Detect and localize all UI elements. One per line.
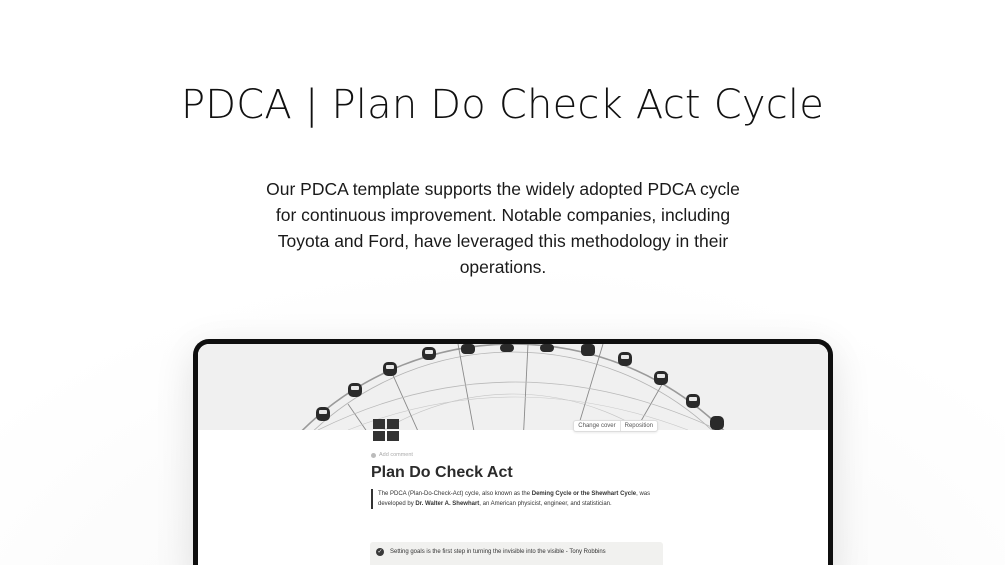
quote-text: , an American physicist, engineer, and statistician.: [479, 501, 612, 507]
document-title[interactable]: Plan Do Check Act: [371, 464, 513, 481]
quote-bold: Dr. Walter A. Shewhart: [415, 501, 480, 507]
reposition-button[interactable]: Reposition: [620, 421, 657, 431]
callout-text: Setting goals is the first step in turning the invisible into the visible - Tony Robbins: [390, 549, 606, 555]
intro-paragraph: Our PDCA template supports the widely adopted PDCA cycle for continuous improvement. Notable companies, including Toyota and Ford, have leveraged this methodology in their operations.: [266, 179, 740, 277]
page-title: PDCA | Plan Do Check Act Cycle: [180, 82, 825, 128]
comment-icon: [371, 453, 376, 458]
quote-bold: Deming Cycle or the Shewhart Cycle: [531, 491, 637, 497]
quote-text: The PDCA (Plan-Do-Check-Act) cycle, also known as the: [378, 491, 532, 497]
add-comment-button[interactable]: [371, 452, 413, 458]
ferris-wheel-illustration: [198, 344, 828, 430]
change-cover-button[interactable]: Change cover: [578, 423, 616, 429]
cover-image: [198, 344, 828, 430]
cover-actions: [573, 420, 658, 432]
device-frame: [193, 339, 833, 565]
document-quote[interactable]: [371, 489, 671, 509]
quote-text: , was developed by: [378, 491, 651, 507]
callout-block[interactable]: [370, 542, 663, 565]
grid-icon[interactable]: [373, 419, 399, 441]
notion-preview: [198, 344, 828, 565]
add-comment-label: Add comment: [379, 452, 413, 458]
check-circle-icon: ✓: [377, 549, 383, 555]
